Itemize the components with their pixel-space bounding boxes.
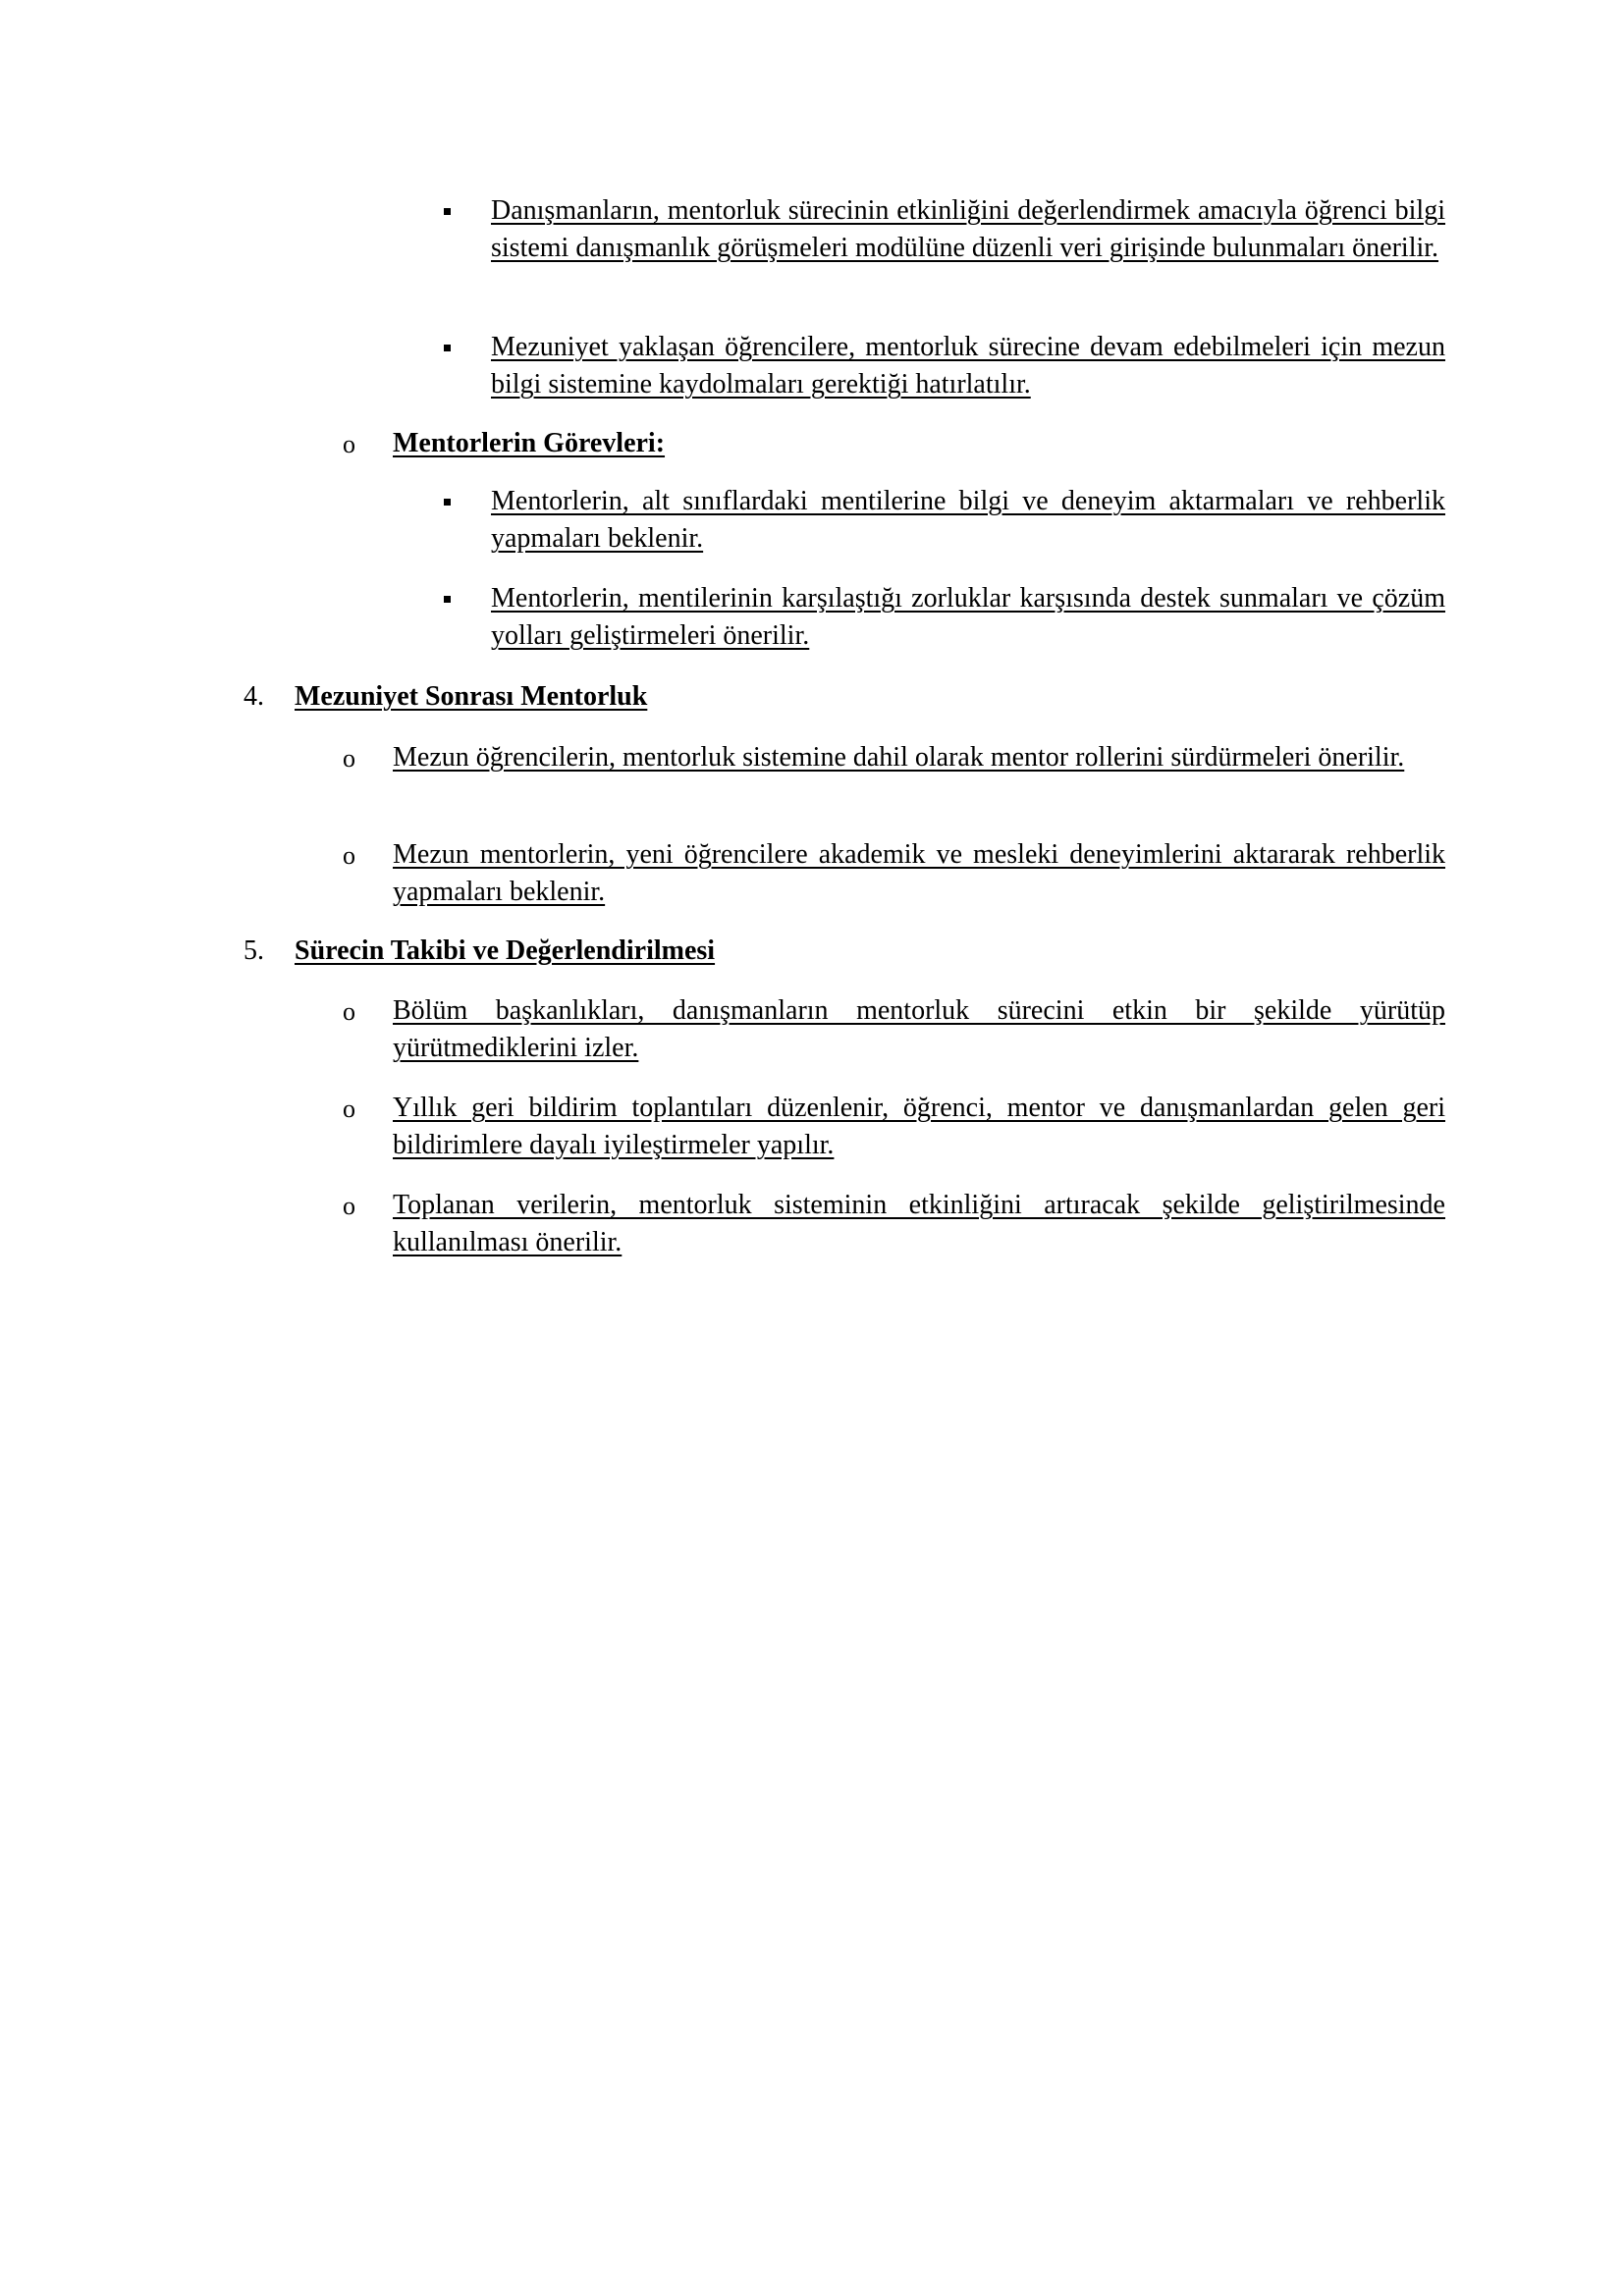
bullet-item — [491, 483, 1445, 558]
square-bullet-icon — [444, 596, 451, 603]
list-item — [393, 836, 1445, 911]
square-bullet-icon — [444, 345, 451, 351]
circle-bullet-icon: o — [343, 997, 355, 1026]
bullet-text: Mezuniyet yaklaşan öğrencilere, mentorluk sürecine devam edebilmeleri için mezun bilgi sistemine kaydolmaları gerektiği hatırlatılır. — [491, 332, 1445, 400]
list-item — [393, 1090, 1445, 1164]
item-text: Toplanan verilerin, mentorluk sisteminin etkinliğini artıracak şekilde geliştirilmesinde kullanılması önerilir. — [393, 1190, 1445, 1257]
square-bullet-icon — [444, 499, 451, 506]
circle-bullet-icon: o — [343, 1095, 355, 1123]
bullet-text: Danışmanların, mentorluk sürecinin etkinliğini değerlendirmek amacıyla öğrenci bilgi sistemi danışmanlık görüşmeleri modülüne düzenli veri girişinde bulunmaları önerilir. — [491, 195, 1445, 263]
bullet-text: Mentorlerin, mentilerinin karşılaştığı zorluklar karşısında destek sunmaları ve çözüm yolları geliştirmeleri önerilir. — [491, 583, 1445, 651]
item-text: Yıllık geri bildirim toplantıları düzenlenir, öğrenci, mentor ve danışmanlardan gelen geri bildirimlere dayalı iyileştirmeler yapılır. — [393, 1093, 1445, 1160]
circle-bullet-icon: o — [343, 744, 355, 773]
list-item — [393, 1187, 1445, 1261]
bullet-item — [491, 580, 1445, 655]
bullet-text: Mentorlerin, alt sınıflardaki mentilerine bilgi ve deneyim aktarmaları ve rehberlik yapmaları beklenir. — [491, 486, 1445, 554]
section-heading — [295, 678, 1445, 716]
heading-text: Mezuniyet Sonrası Mentorluk — [295, 681, 648, 712]
item-text: Mezun mentorlerin, yeni öğrencilere akademik ve mesleki deneyimlerini aktararak rehberlik yapmaları beklenir. — [393, 839, 1445, 907]
subsection-heading — [393, 425, 1445, 462]
heading-text: Sürecin Takibi ve Değerlendirilmesi — [295, 935, 716, 966]
section-heading — [295, 933, 1445, 970]
circle-bullet-icon: o — [343, 430, 355, 458]
circle-bullet-icon: o — [343, 1192, 355, 1220]
item-text: Bölüm başkanlıkları, danışmanların mentorluk sürecini etkin bir şekilde yürütüp yürütmediklerini izler. — [393, 995, 1445, 1063]
bullet-item — [491, 192, 1445, 267]
list-item — [393, 739, 1445, 776]
circle-bullet-icon: o — [343, 841, 355, 870]
list-item — [393, 992, 1445, 1067]
section-number: 5. — [244, 935, 264, 966]
section-number: 4. — [244, 681, 264, 712]
heading-text: Mentorlerin Görevleri: — [393, 428, 666, 458]
bullet-item — [491, 329, 1445, 403]
item-text: Mezun öğrencilerin, mentorluk sistemine dahil olarak mentor rollerini sürdürmeleri önerilir. — [393, 742, 1405, 773]
square-bullet-icon — [444, 208, 451, 215]
